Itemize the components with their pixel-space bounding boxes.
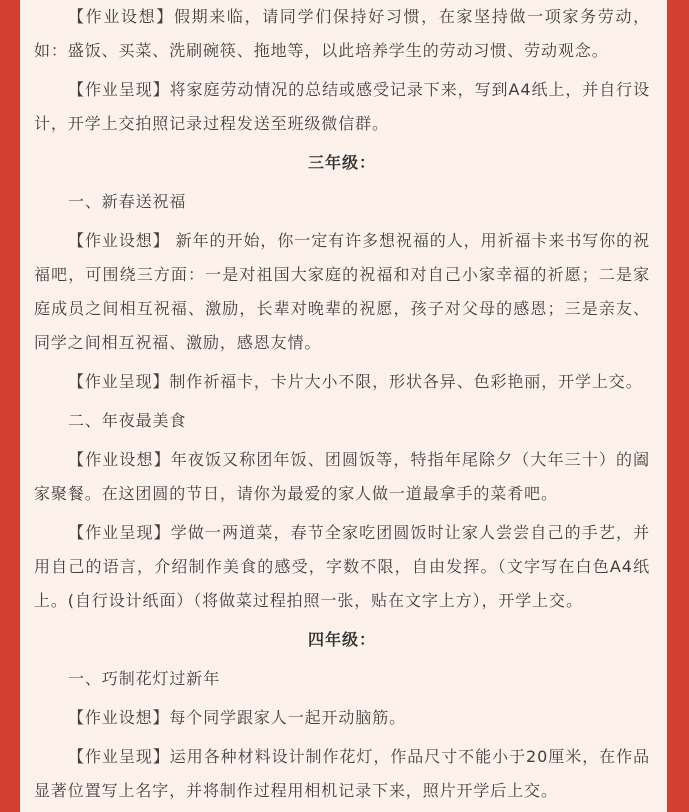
grade3-item1-design: 【作业设想】 新年的开始，你一定有许多想祝福的人，用祈福卡来书写你的祝福吧，可围绕三方面：一是对祖国大家庭的祝福和对自己小家幸福的祈愿；二是家庭成员之间相互祝福、激励，长辈对晚辈的祝愿，孩子对父母的感恩；三是亲友、同学之间相互祝福、激励，感恩友情。 [34,231,650,352]
intro-present-paragraph: 【作业呈现】将家庭劳动情况的总结或感受记录下来，写到A4纸上，并自行设计，开学上交拍照记录过程发送至班级微信群。 [34,80,650,133]
intro-design-paragraph: 【作业设想】假期来临，请同学们保持好习惯，在家坚持做一项家务劳动，如：盛饭、买菜、洗刷碗筷、拖地等，以此培养学生的劳动习惯、劳动观念。 [34,7,650,60]
grade4-item1-design: 【作业设想】每个同学跟家人一起开动脑筋。 [68,708,407,727]
grade3-item2-heading: 二、年夜最美食 [68,411,187,430]
grade4-item1-present: 【作业呈现】运用各种材料设计制作花灯，作品尺寸不能小于20厘米，在作品显著位置写上名字，并将制作过程用相机记录下来，照片开学后上交。 [34,747,650,800]
content-panel [20,0,667,812]
grade3-item2-design: 【作业设想】年夜饭又称团年饭、团圆饭等，特指年尾除夕（大年三十）的阖家聚餐。在这团圆的节日，请你为最爱的家人做一道最拿手的菜肴吧。 [34,450,650,503]
grade3-title: 三年级： [307,153,376,172]
grade4-item1-heading: 一、巧制花灯过新年 [68,669,221,688]
grade4-title: 四年级： [307,630,376,649]
grade3-item1-present: 【作业呈现】制作祈福卡，卡片大小不限，形状各异、色彩艳丽，开学上交。 [68,372,643,391]
grade3-item2-present: 【作业呈现】学做一两道菜，春节全家吃团圆饭时让家人尝尝自己的手艺，并用自己的语言，介绍制作美食的感受，字数不限，自由发挥。（文字写在白色A4纸上。(自行设计纸面）（将做菜过程拍照一张，贴在文字上方），开学上交。 [34,523,650,610]
grade3-item1-heading: 一、新春送祝福 [68,192,187,211]
